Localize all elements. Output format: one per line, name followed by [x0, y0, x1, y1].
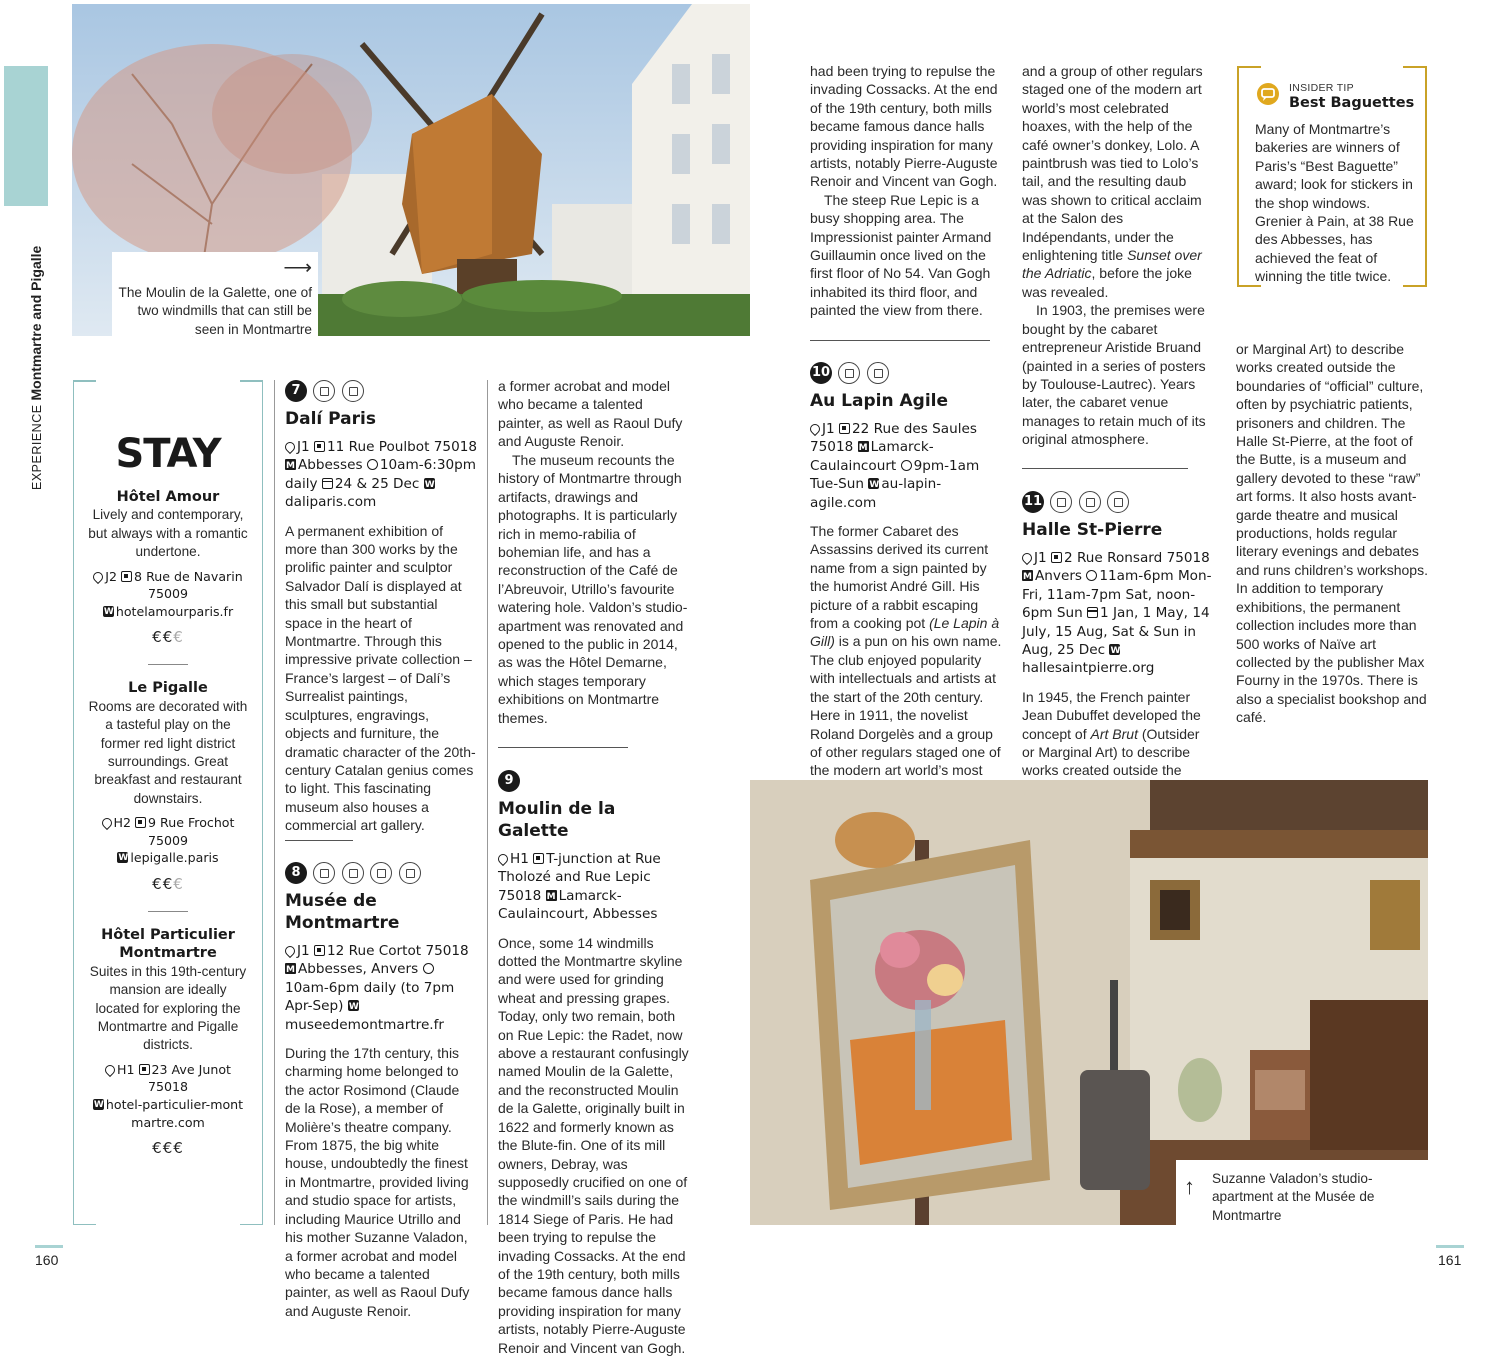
sight-number: 7: [285, 380, 307, 402]
sight-11-continued: [1236, 340, 1428, 727]
address-icon: [135, 817, 146, 828]
closed-icon: [1087, 607, 1098, 618]
sight-title: Dalí Paris: [285, 409, 376, 429]
address-icon: [314, 945, 325, 956]
ticket-icon: [313, 862, 335, 884]
studio-caption: ↑ Suzanne Valadon’s studio-apartment at the Musée de Montmartre: [1176, 1160, 1428, 1225]
studio-photo: [750, 780, 1428, 1225]
sight-body: A permanent exhibition of more than 300 works by the prolific painter and sculptor Salvador Dalí is displayed at this small but substantial space in the heart of Montmartre. Through this impressive private collection – France’s largest – of Dalí’s Surrealist paintings, sculptures, engravings, objects and furniture, the dramatic character of the 20th-century Catalan genius comes to light. This fascinating museum also houses a commercial art gallery.: [285, 522, 476, 834]
hotel-3: Hôtel Particulier Montmartre Suites in this 19th-century mansion are ideally located for exploring the Montmartre and Pigalle districts. H1 23 Ave Junot 75018 Whotel-particulier-montmartre.com €€€: [88, 926, 248, 1157]
tip-body: Many of Montmartre’s bakeries are winners of Paris’s “Best Baguette” award; look for stickers in the shop windows. Grenier à Pain, at 38 Rue des Abbesses, has achieved the feat of winning the title twice.: [1255, 121, 1414, 285]
arrow-right-icon: ⟶: [283, 257, 312, 279]
sight-title: Au Lapin Agile: [810, 391, 949, 411]
ticket-icon: [838, 362, 860, 384]
section-tab: [4, 66, 48, 206]
sight-body: During the 17th century, this charming home belonged to the actor Rosimond (Claude de la Rose), a member of Molière’s theatre company. From 1875, the big white house, undoubtedly the finest in Montmartre, provided living and studio space for artists, including Maurice Utrillo and his mother Suzanne Valadon, a former acrobat and model who became a talented painter, as well as Raoul Dufy and Auguste Renoir.: [285, 1045, 470, 1319]
clock-icon: [901, 460, 912, 471]
continued-text: or Marginal Art) to describe works created outside the boundaries of “official” culture, often by psychiatric patients, prisoners and children. The Halle St-Pierre, at the foot of the Butte, is a museum and gallery devoted to these “raw” art forms. It also hosts avant-garde theatre and musical productions, holds regular literary evenings and debates and runs children’s workshops. In addition to temporary exhibitions, the permanent collection includes more than 500 works of Naïve art collected by the publisher Max Fourny in the 1970s. There is also a specialist bookshop and café.: [1236, 341, 1428, 726]
page-bar-left: [35, 1245, 63, 1248]
map-pin-icon: [283, 440, 297, 454]
sight-number: 11: [1022, 491, 1044, 513]
sight-info: J1 12 Rue Cortot 75018 MAbbesses, Anvers 10am-6pm daily (to 7pm Apr-Sep) Wmuseedemontmartre.fr: [285, 942, 477, 1034]
sight-7: [285, 380, 477, 835]
map-pin-icon: [91, 570, 105, 584]
price-rating: €€€: [152, 1139, 184, 1158]
address-icon: [314, 441, 325, 452]
studio-image: [750, 780, 1428, 1225]
sight-title: Musée de Montmartre: [285, 891, 400, 933]
ticket-icon: [313, 380, 335, 402]
sight-title: Moulin de la Galette: [498, 799, 616, 841]
map-pin-icon: [99, 816, 113, 830]
metro-icon: [858, 441, 869, 452]
stay-title: STAY: [115, 431, 221, 477]
metro-icon: [285, 963, 296, 974]
divider: [810, 340, 990, 341]
web-icon: [424, 478, 435, 489]
page-number-left: 160: [35, 1252, 59, 1268]
divider: [1022, 468, 1188, 469]
sight-body: In 1945, the French painter Jean Dubuffet developed the concept of Art Brut (Outsider or Marginal Art) to describe works created outside the: [1022, 688, 1201, 779]
tip-title: Best Baguettes: [1289, 95, 1415, 111]
map-pin-icon: [496, 852, 510, 866]
continued-text: and a group of other regulars staged one of the modern art world’s most celebrated hoaxes, with the help of the café owner’s donkey, Lolo. A paintbrush was tied to Lolo’s tail, and the resulting daub was shown to critical acclaim at the Salon des Indépendants, under the enlightening title Sunset over the Adriatic, before the joke was revealed.: [1022, 63, 1203, 300]
speech-bubble-icon: [1255, 82, 1281, 113]
address-icon: [839, 423, 850, 434]
web-icon: [117, 852, 128, 863]
metro-icon: [546, 890, 557, 901]
sight-9: [498, 770, 690, 1356]
sight-info: J1 11 Rue Poulbot 75018 MAbbesses 10am-6:30pm daily 24 & 25 Dec Wdaliparis.com: [285, 438, 477, 512]
arrow-up-icon: ↑: [1184, 1174, 1195, 1199]
metro-icon: [1022, 570, 1033, 581]
sight-body: Once, some 14 windmills dotted the Montmartre skyline and were used for grinding wheat and pressing grapes. Today, only two remain, both on Rue Lepic: the Radet, now above a restaurant confusingly named Moulin de la Galette, and the reconstructed Moulin de la Galette, originally built in 1622 and formerly known as the Blute-fin. One of its mill owners, Debray, was supposedly crucified on one of the windmill’s sails during the 1814 Siege of Paris. He had been trying to repulse the invading Cossacks. At the end of the 19th century, both mills became famous dance halls providing inspiration for many artists, notably Pierre-Auguste Renoir and Vincent van Gogh.: [498, 934, 689, 1356]
insider-tip: [1237, 66, 1427, 287]
divider: [148, 911, 188, 912]
sight-10: [810, 362, 1002, 779]
windmill-caption: ⟶ The Moulin de la Galette, one of two windmills that can still be seen in Montmartre: [112, 252, 318, 336]
restaurant-icon: [867, 362, 889, 384]
ticket-icon: [1050, 491, 1072, 513]
clock-icon: [423, 963, 434, 974]
price-rating: €€€: [152, 628, 184, 647]
sight-body: The former Cabaret des Assassins derived its current name from a sign painted by the humorist André Gill. His picture of a rabbit escaping from a cooking pot (Le Lapin à Gill) is a pun on his own name. The club enjoyed popularity with intellectuals and artists at the start of the 20th century. Here in 1911, the novelist Roland Dorgelès and a group of other regulars staged one of the modern art world’s most: [810, 523, 1002, 779]
closed-icon: [322, 478, 333, 489]
web-icon: [868, 478, 879, 489]
page-bar-right: [1436, 1245, 1464, 1248]
side-label: EXPERIENCE Montmartre and Pigalle: [28, 245, 44, 490]
web-icon: [1109, 644, 1120, 655]
tip-label: INSIDER TIP: [1289, 82, 1354, 94]
sight-9-continued: had been trying to repulse the invading Cossacks. At the end of the 19th century, both mills became famous dance halls providing inspiration for many artists, notably Pierre-Auguste Renoir and Vincent van Gogh. The steep Rue Lepic is a busy shopping area. The Impressionist painter Armand Guillaumin once lived on the first floor of No 54. Van Gogh inhabited its third floor, and painted the view from there.: [810, 62, 1002, 320]
map-pin-icon: [1020, 551, 1034, 565]
sight-11: [1022, 491, 1214, 779]
column-rule: [487, 380, 488, 1225]
sight-8-continued: a former acrobat and model who became a talented painter, as well as Raoul Dufy and Auguste Renoir. The museum recounts the history of Montmartre through artifacts, drawings and photographs. It is particularly rich in memo-rabilia of bohemian life, and has a reconstruction of the Café de l’Abreuvoir, Utrillo’s favourite watering hole. Valdon’s studio-apartment was renovated and opened to the public in 2014, as was the Hôtel Demarne, which stages temporary exhibitions on Montmartre themes.: [498, 377, 690, 727]
shop-icon: [399, 862, 421, 884]
cafe-icon: [370, 862, 392, 884]
address-icon: [139, 1064, 150, 1075]
page-number-right: 161: [1438, 1252, 1462, 1268]
column-rule: [274, 380, 275, 1225]
clock-icon: [1086, 570, 1097, 581]
sight-info: J1 2 Rue Ronsard 75018 MAnvers 11am-6pm Mon-Fri, 11am-7pm Sat, noon-6pm Sun 1 Jan, 1 May, 14 July, 15 Aug, Sat & Sun in Aug, 25 Dec Whallesaintpierre.org: [1022, 549, 1214, 678]
web-icon: [93, 1099, 104, 1110]
hotel-2: Le Pigalle Rooms are decorated with a tasteful play on the former red light district surroundings. Great breakfast and restaurant downstairs. H2 9 Rue Frochot 75009 Wlepigalle.paris €€€: [88, 679, 248, 893]
divider: [148, 664, 188, 665]
continued-text: had been trying to repulse the invading Cossacks. At the end of the 19th century, both mills became famous dance halls providing inspiration for many artists, notably Pierre-Auguste Renoir and Vincent van Gogh.: [810, 63, 998, 190]
web-icon: [103, 606, 114, 617]
address-icon: [533, 853, 544, 864]
clock-icon: [367, 459, 378, 470]
shop-icon: [1107, 491, 1129, 513]
sight-number: 10: [810, 362, 832, 384]
sight-8: [285, 862, 477, 1319]
divider: [285, 840, 353, 841]
cafe-icon: [1079, 491, 1101, 513]
web-icon: [348, 1000, 359, 1011]
sight-info: H1 T-junction at Rue Tholozé and Rue Lepic 75018 M Lamarck-Caulaincourt, Abbesses: [498, 850, 690, 924]
metro-icon: [285, 459, 296, 470]
price-rating: €€€: [152, 875, 184, 894]
sight-10-continued: and a group of other regulars staged one of the modern art world’s most celebrated hoaxes, with the help of the café owner’s donkey, Lolo. A paintbrush was tied to Lolo’s tail, and the resulting daub was shown to critical acclaim at the Salon des Indépendants, under the enlightening title Sunset over the Adriatic, before the joke was revealed. In 1903, the premises were bought by the cabaret entrepreneur Aristide Bruand (painted in a series of posters by Toulouse-Lautrec). Years later, the cabaret venue manages to retain much of its original atmosphere.: [1022, 62, 1214, 449]
continued-text: a former acrobat and model who became a talented painter, as well as Raoul Dufy and Auguste Renoir.: [498, 378, 683, 450]
address-icon: [121, 571, 132, 582]
audio-guide-icon: [342, 862, 364, 884]
sight-number: 8: [285, 862, 307, 884]
hotel-1: Hôtel Amour Lively and contemporary, but always with a romantic undertone. J2 8 Rue de Navarin 75009 Whotelamourparis.fr €€€: [88, 488, 248, 646]
map-pin-icon: [808, 422, 822, 436]
map-pin-icon: [283, 944, 297, 958]
divider: [498, 747, 628, 748]
sight-info: J1 22 Rue des Saules 75018 M Lamarck-Caulaincourt 9pm-1am Tue-Sun W au-lapin-agile.com: [810, 420, 1002, 512]
stay-sidebar: [73, 380, 263, 1225]
address-icon: [1051, 552, 1062, 563]
sight-title: Halle St-Pierre: [1022, 520, 1163, 540]
map-pin-icon: [103, 1063, 117, 1077]
shop-icon: [342, 380, 364, 402]
sight-number: 9: [498, 770, 520, 792]
